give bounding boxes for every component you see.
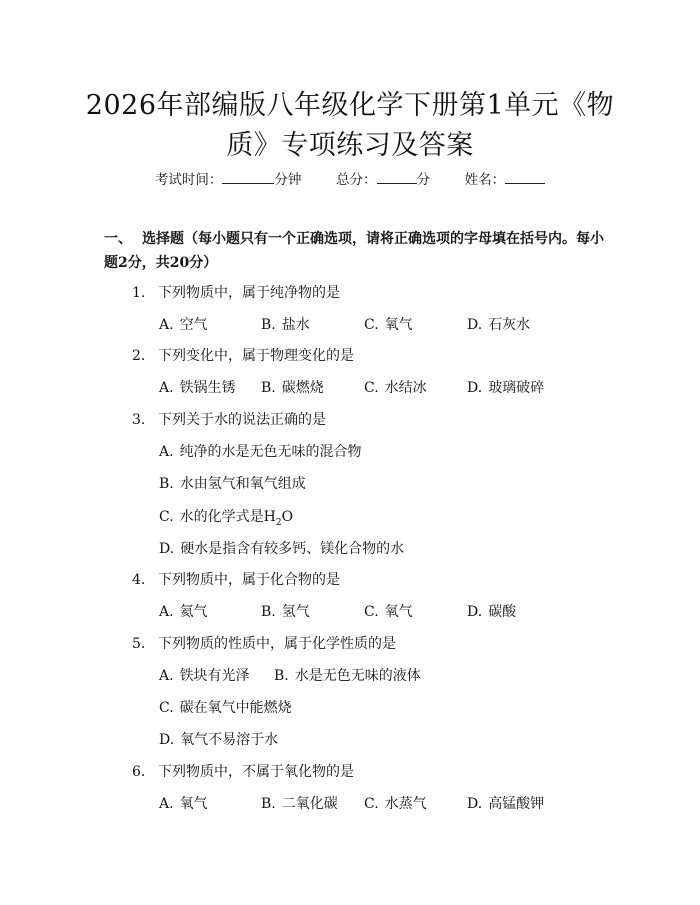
option-b: B. 盐水: [261, 317, 310, 333]
time-label: 考试时间：: [154, 172, 223, 188]
section-number: 一、: [104, 231, 132, 247]
question-3: [132, 409, 326, 429]
option-c: C. 水结冰: [364, 380, 427, 396]
option-a: A. 铁块有光泽: [159, 668, 250, 684]
question-5: [132, 633, 396, 653]
option-b: B. 氢气: [261, 604, 310, 620]
question-stem: 下列物质中，不属于氧化物的是: [158, 764, 354, 780]
option-a: A. 空气: [159, 317, 208, 333]
score-unit: 分: [416, 172, 430, 188]
option-d: D. 硬水是指含有较多钙、镁化合物的水: [159, 541, 405, 557]
score-label: 总分：: [336, 172, 377, 188]
section-heading: [104, 227, 604, 275]
option-a: A. 氧气: [159, 796, 208, 812]
name-label: 姓名：: [464, 172, 506, 188]
document-title: [60, 86, 640, 166]
option-b: B. 水由氢气和氧气组成: [159, 476, 306, 492]
question-number: 2.: [132, 348, 146, 364]
option-c: C. 氧气: [364, 317, 413, 333]
question-stem: 下列关于水的说法正确的是: [158, 412, 326, 428]
question-stem: 下列物质的性质中，属于化学性质的是: [158, 636, 396, 652]
option-a: A. 纯净的水是无色无味的混合物: [159, 444, 362, 460]
question-4: [132, 569, 340, 589]
option-c: C. 氧气: [364, 604, 413, 620]
time-unit: 分钟: [274, 172, 302, 188]
question-stem: 下列物质中，属于纯净物的是: [158, 285, 340, 301]
option-c: C. 水蒸气: [364, 796, 427, 812]
question-6: [132, 761, 354, 781]
question-2: [132, 345, 354, 365]
option-d: D. 高锰酸钾: [467, 796, 545, 812]
option-c: C. 碳在氧气中能燃烧: [159, 700, 292, 716]
name-blank: [505, 171, 545, 184]
time-blank: [222, 171, 274, 184]
option-a: A. 氦气: [159, 604, 208, 620]
option-b: B. 二氧化碳: [261, 796, 338, 812]
option-c: C. 水的化学式是$H_2O$: [159, 509, 294, 528]
title-line-1: 2026年部编版八年级化学下册第1单元《物: [85, 90, 615, 121]
exam-info: [0, 168, 700, 188]
question-stem: 下列物质中，属于化合物的是: [158, 572, 340, 588]
question-number: 1.: [132, 285, 146, 301]
question-number: 3.: [132, 412, 146, 428]
question-number: 5.: [132, 636, 146, 652]
question-1: [132, 282, 340, 302]
question-number: 6.: [132, 764, 146, 780]
option-d: D. 玻璃破碎: [467, 380, 545, 396]
option-b: B. 碳燃烧: [261, 380, 324, 396]
title-line-2: 质》专项练习及答案: [226, 130, 474, 161]
option-d: D. 碳酸: [467, 604, 517, 620]
question-number: 4.: [132, 572, 146, 588]
option-b: B. 水是无色无味的液体: [274, 668, 421, 684]
option-a: A. 铁锅生锈: [159, 380, 236, 396]
option-d: D. 氧气不易溶于水: [159, 732, 279, 748]
option-d: D. 石灰水: [467, 317, 531, 333]
score-blank: [377, 171, 417, 184]
section-instructions: 选择题（每小题只有一个正确选项，请将正确选项的字母填在括号内。每小题2分，共20分）: [104, 231, 604, 271]
question-stem: 下列变化中，属于物理变化的是: [158, 348, 354, 364]
